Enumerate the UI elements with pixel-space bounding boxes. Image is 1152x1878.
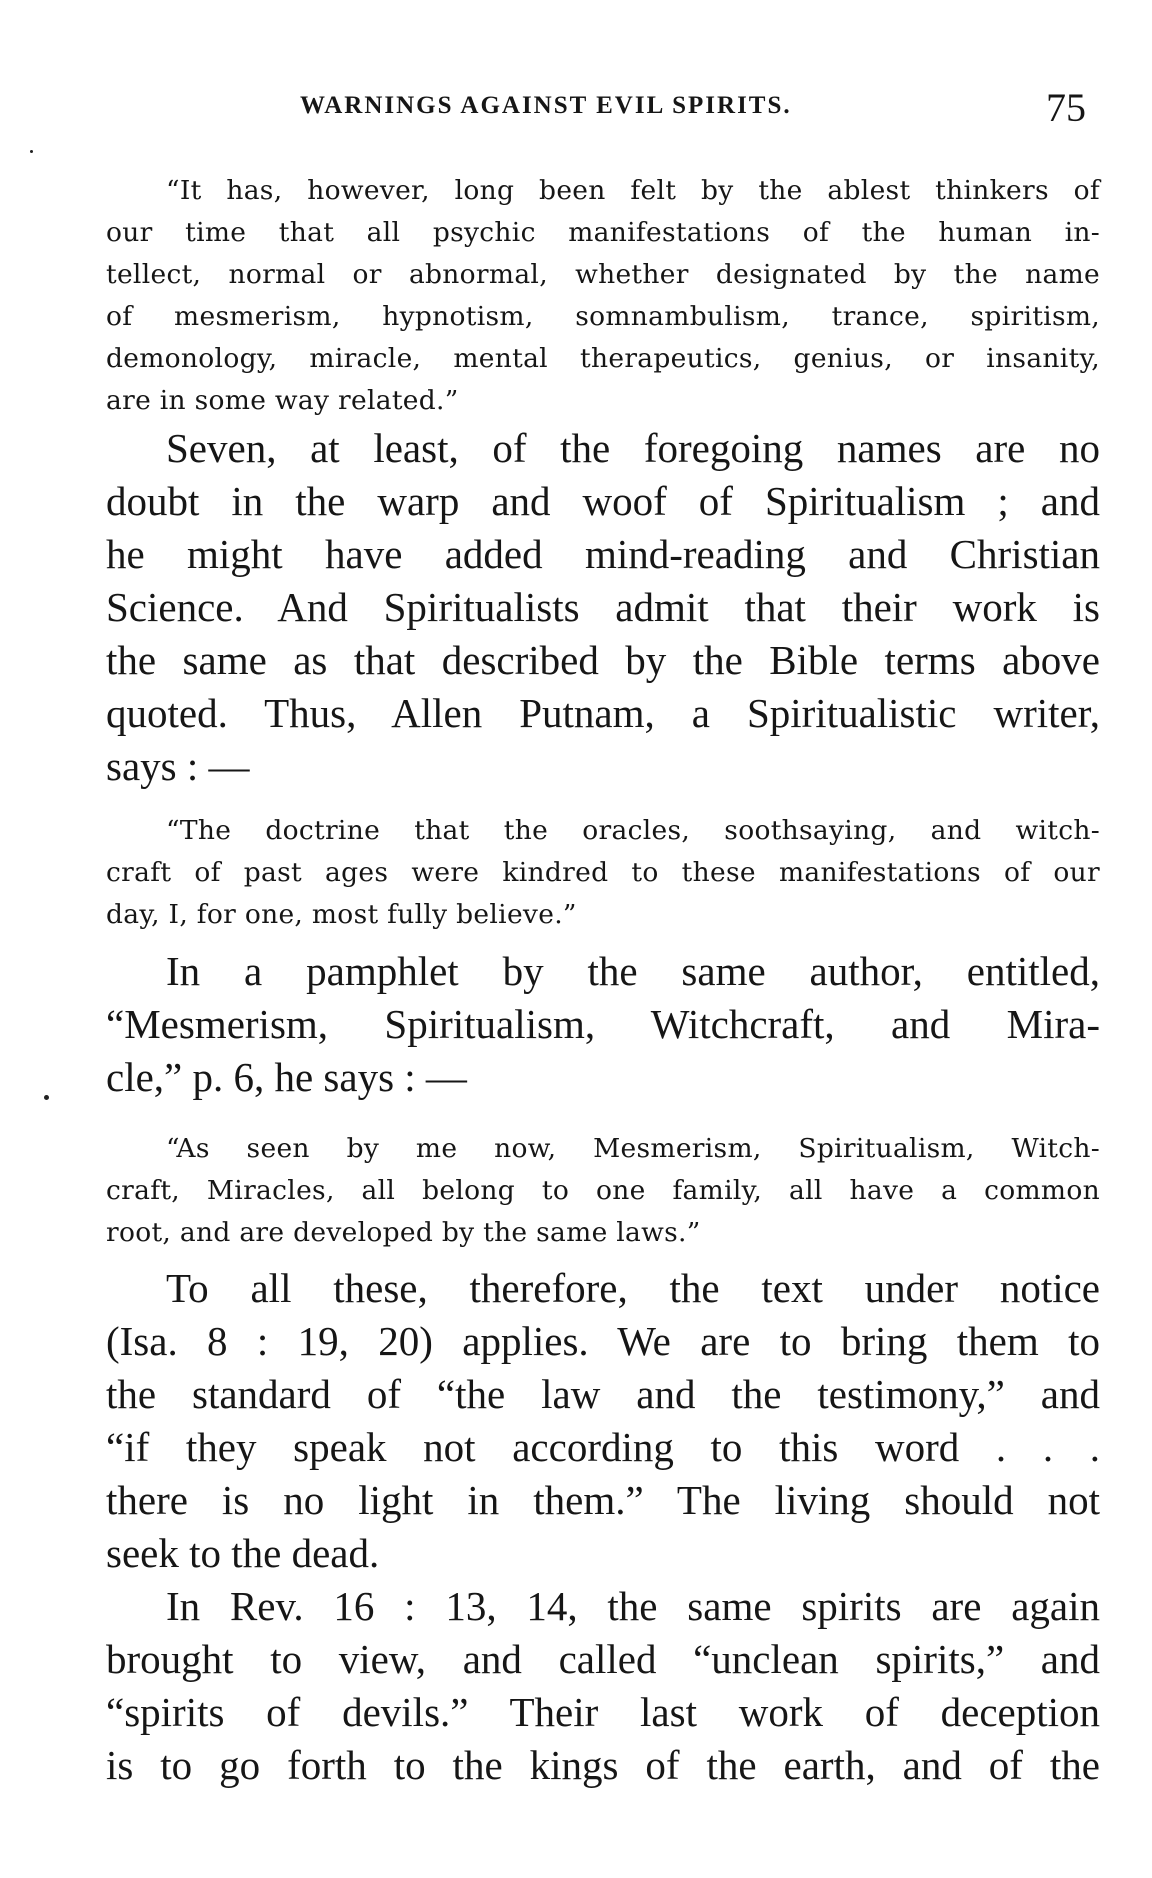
paragraph-line: there is no light in them.” The living should not — [106, 1477, 1100, 1523]
block-quote-2 — [106, 810, 1100, 936]
paragraph-line: seek to the dead. — [106, 1530, 380, 1576]
paragraph-line: (Isa. 8 : 19, 20) applies. We are to bring them to — [106, 1318, 1100, 1364]
paragraph-line: cle,” p. 6, he says : — — [106, 1054, 467, 1100]
quote-line: are in some way related.” — [106, 385, 459, 416]
quote-line: craft of past ages were kindred to these manifestations of our — [106, 857, 1100, 888]
paragraph-line: In a pamphlet by the same author, entitled, — [166, 948, 1100, 994]
paragraph-line: “if they speak not according to this word . . . — [106, 1424, 1100, 1470]
paragraph-line: he might have added mind-reading and Christian — [106, 531, 1100, 577]
paragraph-line: Science. And Spiritualists admit that their work is — [106, 584, 1100, 630]
paragraph-2 — [106, 945, 1100, 1104]
paragraph-3 — [106, 1262, 1100, 1580]
quote-line: “The doctrine that the oracles, soothsaying, and witch- — [166, 815, 1100, 846]
paragraph-1 — [106, 422, 1100, 793]
paragraph-line: In Rev. 16 : 13, 14, the same spirits are again — [166, 1583, 1100, 1629]
block-quote-3 — [106, 1128, 1100, 1254]
paragraph-line: says : — — [106, 743, 250, 789]
paragraph-line: “Mesmerism, Spiritualism, Witchcraft, and Mira- — [106, 1001, 1100, 1047]
quote-line: tellect, normal or abnormal, whether designated by the name — [106, 259, 1100, 290]
paragraph-line: the same as that described by the Bible terms above — [106, 637, 1100, 683]
print-speck — [30, 150, 33, 153]
paragraph-line: quoted. Thus, Allen Putnam, a Spiritualistic writer, — [106, 690, 1100, 736]
quote-line: craft, Miracles, all belong to one family, all have a common — [106, 1175, 1100, 1206]
quote-line: day, I, for one, most fully believe.” — [106, 899, 577, 930]
paragraph-line: doubt in the warp and woof of Spiritualism ; and — [106, 478, 1100, 524]
paragraph-line: is to go forth to the kings of the earth, and of the — [106, 1742, 1100, 1788]
print-speck — [44, 1095, 49, 1100]
quote-line: “As seen by me now, Mesmerism, Spiritualism, Witch- — [166, 1133, 1100, 1164]
quote-line: our time that all psychic manifestations of the human in- — [106, 217, 1100, 248]
paragraph-line: “spirits of devils.” Their last work of deception — [106, 1689, 1100, 1735]
paragraph-4 — [106, 1580, 1100, 1792]
quote-line: “It has, however, long been felt by the ablest thinkers of — [166, 175, 1100, 206]
running-title: WARNINGS AGAINST EVIL SPIRITS. — [300, 92, 792, 119]
quote-line: demonology, miracle, mental therapeutics, genius, or insanity, — [106, 343, 1100, 374]
quote-line: of mesmerism, hypnotism, somnambulism, trance, spiritism, — [106, 301, 1100, 332]
page-number: 75 — [1046, 85, 1086, 130]
paragraph-line: brought to view, and called “unclean spirits,” and — [106, 1636, 1100, 1682]
paragraph-line: the standard of “the law and the testimony,” and — [106, 1371, 1100, 1417]
paragraph-line: To all these, therefore, the text under notice — [166, 1265, 1100, 1311]
paragraph-line: Seven, at least, of the foregoing names are no — [166, 425, 1100, 471]
running-head — [0, 84, 1152, 134]
block-quote-1 — [106, 170, 1100, 422]
quote-line: root, and are developed by the same laws.” — [106, 1217, 701, 1248]
